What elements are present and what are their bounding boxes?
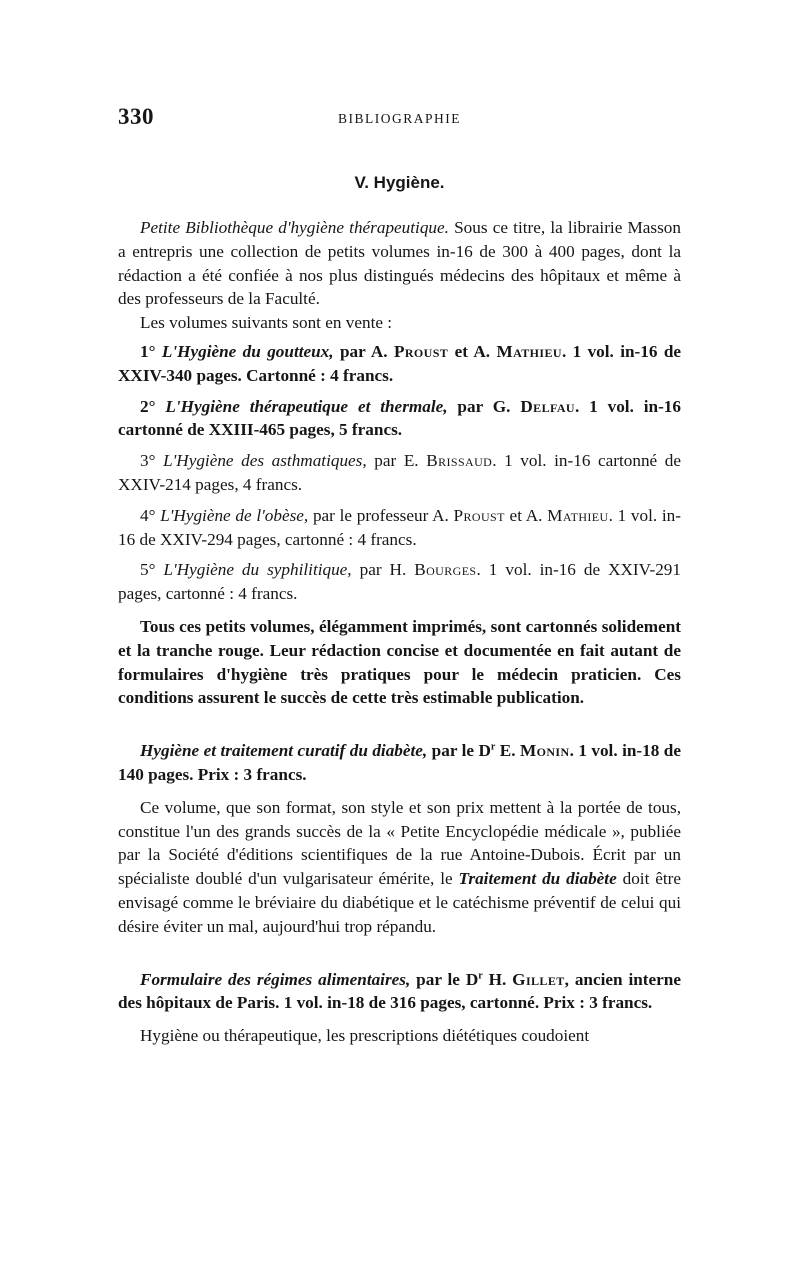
running-head <box>118 104 681 138</box>
item-title: L'Hygiène thérapeutique et thermale, <box>165 396 448 416</box>
entry-title: Petite Bibliothèque d'hygiène thérapeutique. <box>140 218 449 237</box>
author-name: Mathieu <box>496 341 562 361</box>
author-name: Monin <box>520 741 570 761</box>
cited-title: Traitement du diabète <box>458 869 617 889</box>
item-title: L'Hygiène du syphilitique, <box>163 560 352 580</box>
list-item: 3° L'Hygiène des asthmatiques, par E. Brissaud. 1 vol. in-16 cartonné de XXIV-214 pages, 4 francs. <box>118 451 681 494</box>
list-item: 1° L'Hygiène du goutteux, par A. Proust et A. Mathieu. 1 vol. in-16 de XXIV-340 pages. Cartonné : 4 francs. <box>118 341 682 385</box>
entry-paragraph: Formulaire des régimes alimentaires, par le $D^r$ H. Gillet, ancien interne des hôpitaux de Paris. 1 vol. in-18 de 316 pages, cartonné. Prix : 3 francs. <box>118 969 681 1013</box>
section-heading: V. Hygiène. <box>354 173 445 192</box>
entry-paragraph: Hygiène et traitement curatif du diabète, par le $D^r$ E. Monin. 1 vol. in-18 de 140 pages. Prix : 3 francs. <box>118 741 681 784</box>
list-item: 2° L'Hygiène thérapeutique et thermale, par G. Delfau. 1 vol. in-16 cartonné de XXIII-465 pages, 5 francs. <box>118 396 681 440</box>
entry-text: Sous ce titre, la librairie Masson a entrepris une collection de petits volumes in-16 de 300 à 400 pages, dont la rédaction a été confiée à nos plus distingués médecins des hôpitaux et même à des professeurs de la Faculté. <box>118 218 681 309</box>
list-intro: Les volumes suivants sont en vente : <box>140 313 393 333</box>
entry-title: Hygiène et traitement curatif du diabète, <box>140 741 428 761</box>
author-name: Brissaud <box>426 451 493 471</box>
author-name: Bourges <box>414 560 477 580</box>
list-item: 4° L'Hygiène de l'obèse, par le professeur A. Proust et A. Mathieu. 1 vol. in-16 de XXIV-294 pages, cartonné : 4 francs. <box>118 505 681 549</box>
review-paragraph: Ce volume, que son format, son style et son prix mettent à la portée de tous, constitue l'un des grands succès de la « Petite Encyclopédie médicale », publiée par la Société d'éditions scientifiques de la rue Antoine-Dubois. Écrit par un spécialiste doublé d'un vulgarisateur émérite, le Traitement du diabète doit être envisagé comme le bréviaire du diabétique et le catéchisme préventif de celui qui désire éviter un mal, aujourd'hui trop répandu. <box>118 797 681 936</box>
author-name: Proust <box>453 505 505 525</box>
running-title: BIBLIOGRAPHIE <box>338 111 461 126</box>
review-paragraph: Tous ces petits volumes, élégamment imprimés, sont cartonnés solidement et la tranche rouge. Leur rédaction concise et documentée en fait autant de formulaires d'hygiène très pratiques pour le médecin praticien. Ces conditions assurent le succès de cette très estimable publication. <box>118 616 681 708</box>
author-name: Delfau <box>520 396 575 416</box>
author-name: Proust <box>393 341 449 361</box>
author-name: Mathieu <box>547 505 609 525</box>
entry-title: Formulaire des régimes alimentaires, <box>140 969 411 989</box>
page-number: 330 <box>118 104 154 129</box>
list-item: 5° L'Hygiène du syphilitique, par H. Bourges. 1 vol. in-16 de XXIV-291 pages, cartonné : 4 francs. <box>118 560 681 604</box>
item-title: L'Hygiène des asthmatiques, <box>163 451 367 471</box>
book-page <box>118 104 681 1048</box>
review-paragraph: Hygiène ou thérapeutique, les prescriptions diététiques coudoient <box>140 1026 590 1046</box>
author-name: Gillet <box>512 969 565 989</box>
item-title: L'Hygiène du goutteux, <box>161 341 334 361</box>
entry-paragraph <box>118 216 681 311</box>
item-title: L'Hygiène de l'obèse, <box>160 505 309 525</box>
